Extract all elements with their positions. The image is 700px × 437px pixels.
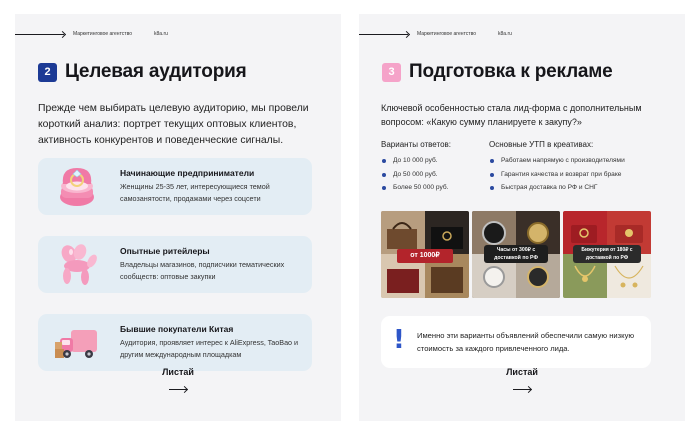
- arrow-right-icon: [169, 389, 187, 390]
- list-item: Более 50 000 руб.: [381, 183, 451, 197]
- list-item: Быстрая доставка по РФ и СНГ: [489, 183, 625, 197]
- card-title: Начинающие предприниматели: [120, 168, 255, 178]
- usp-list: [489, 156, 625, 197]
- title-row: [38, 61, 246, 83]
- next-label: Листай: [506, 367, 538, 377]
- card-title: Бывшие покупатели Китая: [120, 324, 234, 334]
- card-description: Женщины 25-35 лет, интересующиеся темой самозанятости, продажами через соцсети: [120, 182, 270, 203]
- slide-ad-preparation: [359, 14, 685, 421]
- usp-heading: Основные УТП в креативах:: [489, 140, 594, 149]
- next-label: Листай: [162, 367, 194, 377]
- watches-ad: [472, 211, 560, 298]
- agency-label: Маркетинговое агентство: [417, 31, 476, 37]
- answers-column: [381, 140, 451, 197]
- title-row: [382, 61, 613, 83]
- list-item: До 10 000 руб.: [381, 156, 451, 170]
- step-number-badge: 3: [382, 63, 401, 82]
- intro-text: Ключевой особенностью стала лид-форма с дополнительным вопросом: «Какую сумму планируете к закупу?»: [381, 103, 642, 127]
- arrow-right-icon: [513, 389, 531, 390]
- list-item: Гарантия качества и возврат при браке: [489, 170, 625, 184]
- next-slide-button[interactable]: [359, 367, 685, 395]
- step-number-badge: 2: [38, 63, 57, 82]
- header-arrow-icon: [15, 34, 64, 35]
- ad-price-tag: от 1000₽: [397, 249, 453, 263]
- list-item: До 50 000 руб.: [381, 170, 451, 184]
- delivery-truck-icon: [55, 320, 101, 366]
- page-title: Подготовка к рекламе: [409, 61, 613, 82]
- audience-card: [38, 314, 312, 371]
- ad-price-tag: Бижутерия от 180₽ с доставкой по РФ: [573, 245, 641, 263]
- jewelry-ad: [563, 211, 651, 298]
- ad-price-tag: Часы от 300₽ с доставкой по РФ: [484, 245, 548, 263]
- bags-ad: [381, 211, 469, 298]
- answers-heading: Варианты ответов:: [381, 140, 451, 149]
- ring-box-icon: [55, 164, 101, 210]
- list-item: Работаем напрямую с производителями: [489, 156, 625, 170]
- header-arrow-icon: [359, 34, 408, 35]
- result-note: [381, 316, 651, 368]
- audience-card: [38, 158, 312, 215]
- usp-column: [489, 140, 625, 197]
- card-description: Аудитория, проявляет интерес к AliExpress, TaoBao и другим международным площадкам: [120, 338, 299, 359]
- next-slide-button[interactable]: [15, 367, 341, 395]
- slide-header: [359, 30, 685, 40]
- exclamation-icon: !: [393, 325, 405, 355]
- slide-target-audience: [15, 14, 341, 421]
- page-title: Целевая аудитория: [65, 61, 247, 82]
- site-link[interactable]: k8a.ru: [154, 31, 168, 37]
- card-description: Владельцы магазинов, подписчики тематических сообществ: оптовые закупки: [120, 260, 285, 281]
- balloon-dog-icon: [55, 242, 101, 288]
- agency-label: Маркетинговое агентство: [73, 31, 132, 37]
- note-text: Именно эти варианты объявлений обеспечили самую низкую стоимость за каждого привлеченного лида.: [417, 331, 635, 353]
- audience-card: [38, 236, 312, 293]
- slide-header: [15, 30, 341, 40]
- answers-list: [381, 156, 451, 197]
- intro-text: Прежде чем выбирать целевую аудиторию, мы провели короткий анализ: портрет текущих оптовых клиентов, активность конкурентов и поведенческие сигналы.: [38, 103, 309, 146]
- site-link[interactable]: k8a.ru: [498, 31, 512, 37]
- card-title: Опытные ритейлеры: [120, 246, 210, 256]
